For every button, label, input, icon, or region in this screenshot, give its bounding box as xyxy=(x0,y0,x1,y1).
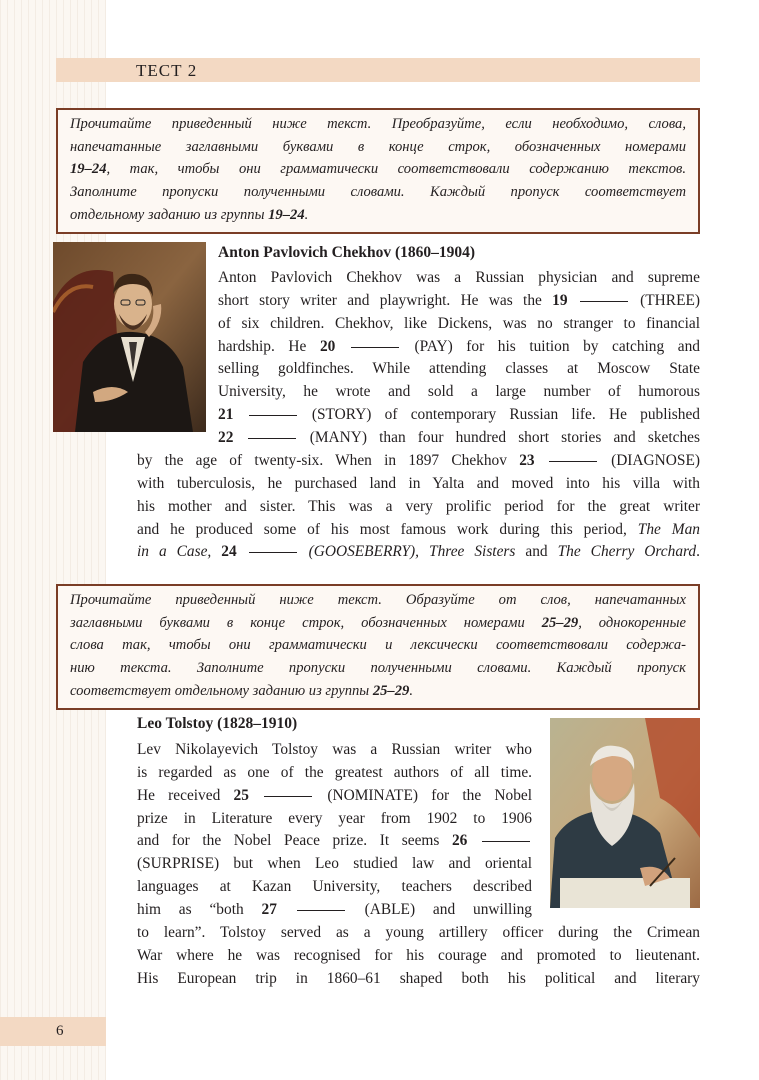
instruction-line: заглавными буквами в конце строк, обозначенных номерами 25–29, однокоренные xyxy=(70,614,686,631)
task-range: 25–29 xyxy=(541,614,579,631)
instruction-box-19-24 xyxy=(56,108,700,234)
instruction-line: Заполните пропуски полученными словами. Каждый пропуск соответствует xyxy=(70,184,686,201)
instruction-line: Прочитайте приведенный ниже текст. Преобразуйте, если необходимо, слова, xyxy=(70,116,686,132)
text-line: languages at Kazan University, teachers described xyxy=(137,878,532,896)
text-line: him as “both 27 (ABLE) and unwilling xyxy=(137,900,532,918)
text-line: and he produced some of his most famous work during this period, The Man xyxy=(137,520,700,538)
text-line: War where he was recognised for his courage and promoted to lieutenant. xyxy=(137,946,700,964)
text-line: selling goldfinches. While attending classes at Moscow State xyxy=(218,360,700,378)
text-line: (SURPRISE) but when Leo studied law and oriental xyxy=(137,855,532,873)
instruction-line: слова так, чтобы они грамматически и лексически соответствовали содержа- xyxy=(70,637,686,654)
tolstoy-text-narrow xyxy=(137,739,532,922)
tolstoy-heading: Leo Tolstoy (1828–1910) xyxy=(137,715,298,732)
text-line: in a Case, 24 (GOOSEBERRY), Three Sisters and The Cherry Orchard. xyxy=(137,543,700,561)
answer-blank xyxy=(249,551,297,553)
text-line: Lev Nikolayevich Tolstoy was a Russian writer who xyxy=(137,741,532,758)
gap-number: 21 xyxy=(218,406,234,424)
answer-blank xyxy=(482,840,530,842)
instruction-line: нию текста. Заполните пропуски полученными словами. Каждый пропуск xyxy=(70,660,686,677)
text-line: is regarded as one of the greatest authors of all time. xyxy=(137,763,532,781)
answer-blank xyxy=(249,414,297,416)
instruction-line: 19–24, так, чтобы они грамматически соответствовали содержанию текстов. xyxy=(70,161,686,178)
chekhov-text-narrow xyxy=(218,267,700,450)
task-range: 19–24 xyxy=(268,206,305,223)
text-line: of six children. Chekhov, like Dickens, was no stranger to financial xyxy=(218,314,700,332)
text-line: with tuberculosis, he purchased land in Yalta and moved into his villa with xyxy=(137,474,700,492)
answer-blank xyxy=(297,909,345,911)
text-line: His European trip in 1860–61 shaped both his political and literary xyxy=(137,969,700,987)
page-number-tab xyxy=(0,1017,106,1046)
gap-number: 19 xyxy=(552,291,568,309)
answer-blank xyxy=(248,437,296,439)
text-line: 22 (MANY) than four hundred short stories and sketches xyxy=(218,428,700,446)
instruction-line: соответствует отдельному заданию из группы 25–29. xyxy=(70,682,413,699)
tolstoy-portrait xyxy=(550,718,700,908)
chekhov-portrait xyxy=(53,242,206,432)
instruction-line: напечатанные заглавными буквами в конце строк, обозначенных номерами xyxy=(70,138,686,155)
tolstoy-text-wide xyxy=(137,922,700,991)
gap-number: 20 xyxy=(319,337,336,355)
text-line: hardship. He 20 (PAY) for his tuition by catching and xyxy=(218,337,700,355)
text-line: to learn”. Tolstoy served as a young artillery officer during the Crimean xyxy=(137,924,700,941)
instruction-line: Прочитайте приведенный ниже текст. Образуйте от слов, напечатанных xyxy=(70,592,686,608)
answer-blank xyxy=(351,346,399,348)
text-line: short story writer and playwright. He was the 19 (THREE) xyxy=(218,291,700,309)
text-line: by the age of twenty-six. When in 1897 Chekhov 23 (DIAGNOSE) xyxy=(137,452,700,469)
text-line: He received 25 (NOMINATE) for the Nobel xyxy=(137,786,532,804)
answer-blank xyxy=(264,795,312,797)
work-title: The Cherry Orchard xyxy=(557,543,697,561)
text-line: 21 (STORY) of contemporary Russian life. He published xyxy=(218,406,700,424)
gap-number: 23 xyxy=(519,452,535,469)
answer-blank xyxy=(549,460,597,462)
text-line: prize in Literature every year from 1902 to 1906 xyxy=(137,809,532,827)
instruction-line: отдельному заданию из группы 19–24. xyxy=(70,206,309,223)
chekhov-heading: Anton Pavlovich Chekhov (1860–1904) xyxy=(218,244,476,261)
instruction-box-25-29 xyxy=(56,584,700,710)
work-title: The Man xyxy=(637,520,700,538)
work-title: Three Sisters xyxy=(429,543,516,561)
gap-number: 26 xyxy=(451,832,468,850)
text-line: and for the Nobel Peace prize. It seems 26 xyxy=(137,830,532,853)
chekhov-text-wide xyxy=(137,450,700,564)
answer-blank xyxy=(580,300,628,302)
gap-number: 22 xyxy=(218,428,234,446)
gap-number: 27 xyxy=(261,900,277,918)
text-line: University, he wrote and sold a large number of humorous xyxy=(218,383,700,401)
task-range: 19–24 xyxy=(70,161,107,178)
page-number: 6 xyxy=(56,1023,64,1039)
text-line: Anton Pavlovich Chekhov was a Russian physician and supreme xyxy=(218,269,700,286)
text-line: his mother and sister. This was a very prolific period for the great writer xyxy=(137,497,700,515)
task-range: 25–29 xyxy=(372,682,410,699)
test-title: ТЕСТ 2 xyxy=(136,61,198,80)
gap-number: 24 xyxy=(221,543,237,561)
gap-number: 25 xyxy=(233,786,249,804)
